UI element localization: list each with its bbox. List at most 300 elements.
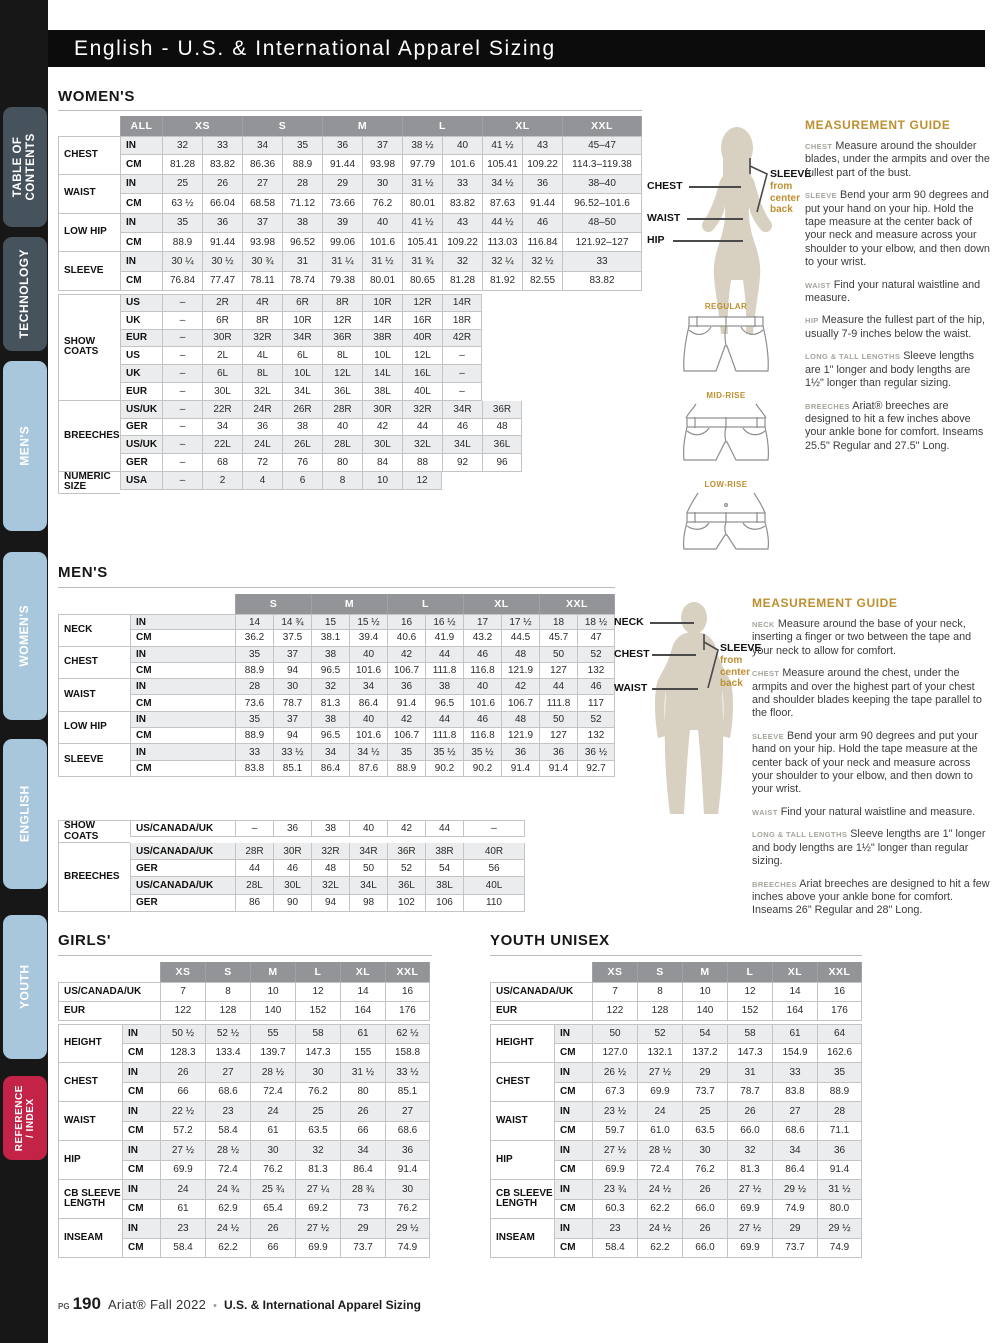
guide-item-waist bbox=[805, 279, 991, 306]
value-cell: 81.3 bbox=[311, 695, 349, 711]
value-cell: 30 ¼ bbox=[162, 252, 202, 271]
value-cell: 58.4 bbox=[205, 1122, 250, 1142]
hip-pointer-line bbox=[673, 240, 743, 242]
womens-measurement-guide bbox=[805, 118, 991, 462]
group-rows bbox=[554, 1024, 862, 1063]
unit-cell: CM bbox=[122, 1161, 160, 1181]
unit-cell: CM bbox=[130, 728, 235, 744]
value-cell: 88.9 bbox=[387, 761, 425, 777]
row-label: CHEST bbox=[490, 1063, 554, 1102]
value-cell: 152 bbox=[727, 1002, 772, 1022]
table-row bbox=[120, 233, 642, 252]
table-header-row bbox=[58, 116, 642, 136]
value-cell: 76.2 bbox=[250, 1161, 295, 1181]
value-cell: 14L bbox=[362, 365, 402, 383]
column-header: M bbox=[322, 116, 402, 136]
value-cell: 27 ½ bbox=[637, 1063, 682, 1083]
value-cell: 23 bbox=[205, 1102, 250, 1122]
column-header: XS bbox=[160, 962, 205, 982]
unit-cell: IN bbox=[130, 614, 235, 630]
table-header-row bbox=[58, 594, 615, 614]
value-cell: 52 bbox=[577, 712, 615, 728]
group-rows bbox=[120, 175, 642, 214]
value-cell: 83.82 bbox=[562, 272, 642, 291]
value-cell: 8 bbox=[637, 982, 682, 1002]
value-cell: 67.3 bbox=[592, 1083, 637, 1103]
group-rows bbox=[122, 1102, 430, 1141]
value-cell: 24 bbox=[250, 1102, 295, 1122]
value-cell: 36 ½ bbox=[577, 744, 615, 760]
value-cell: 116.84 bbox=[522, 233, 562, 252]
value-cell: 40 bbox=[362, 214, 402, 233]
table-row bbox=[120, 419, 522, 437]
value-cell: 155 bbox=[340, 1044, 385, 1064]
header-spacer bbox=[58, 962, 160, 982]
value-cell: 2 bbox=[202, 472, 242, 490]
value-cell: 22R bbox=[202, 401, 242, 419]
value-cell: 40L bbox=[402, 383, 442, 401]
table-row-group bbox=[58, 1219, 430, 1258]
value-cell: 37 bbox=[273, 647, 311, 663]
group-rows bbox=[160, 982, 430, 1002]
value-cell: 81.3 bbox=[727, 1161, 772, 1181]
mens-coats-breeches-table bbox=[58, 820, 525, 912]
value-cell: 18R bbox=[442, 312, 482, 330]
value-cell: – bbox=[162, 436, 202, 454]
value-cell: 10R bbox=[282, 312, 322, 330]
value-cell: 121.9 bbox=[501, 728, 539, 744]
table-row bbox=[130, 744, 615, 760]
value-cell: 30 ¾ bbox=[242, 252, 282, 271]
table-row bbox=[120, 365, 482, 383]
value-cell: 40 bbox=[349, 647, 387, 663]
column-header: S bbox=[637, 962, 682, 982]
value-cell: 44 ½ bbox=[482, 214, 522, 233]
table-row bbox=[122, 1122, 430, 1142]
value-cell: 91.4 bbox=[501, 761, 539, 777]
value-cell: 90.2 bbox=[463, 761, 501, 777]
value-cell: 12 bbox=[727, 982, 772, 1002]
value-cell: 42 bbox=[387, 712, 425, 728]
value-cell: 30R bbox=[202, 330, 242, 348]
value-cell: 36L bbox=[482, 436, 522, 454]
sidebar-tab-english[interactable] bbox=[3, 739, 47, 889]
value-cell: 35 bbox=[235, 712, 273, 728]
unit-cell: CM bbox=[122, 1044, 160, 1064]
unit-cell: CM bbox=[554, 1161, 592, 1181]
value-cell: 84 bbox=[362, 454, 402, 472]
value-cell: 66 bbox=[340, 1122, 385, 1142]
rise-label: REGULAR bbox=[704, 302, 748, 311]
value-cell: 4L bbox=[242, 347, 282, 365]
value-cell: 128.3 bbox=[160, 1044, 205, 1064]
value-cell: 80.65 bbox=[402, 272, 442, 291]
sidebar-tab-youth[interactable] bbox=[3, 915, 47, 1059]
sidebar-tab-mens[interactable] bbox=[3, 361, 47, 531]
value-cell: 86.4 bbox=[349, 695, 387, 711]
value-cell: 54 bbox=[682, 1024, 727, 1044]
value-cell: – bbox=[162, 419, 202, 437]
value-cell: 80 bbox=[340, 1083, 385, 1103]
value-cell: 55 bbox=[250, 1024, 295, 1044]
value-cell: 38R bbox=[362, 330, 402, 348]
value-cell: 80 bbox=[322, 454, 362, 472]
value-cell: 52 bbox=[577, 647, 615, 663]
value-cell: 31 bbox=[727, 1063, 772, 1083]
value-cell: 85.1 bbox=[273, 761, 311, 777]
sidebar-tab-technology[interactable] bbox=[3, 237, 47, 351]
value-cell: 14 bbox=[340, 982, 385, 1002]
value-cell: 152 bbox=[295, 1002, 340, 1022]
table-row-group bbox=[58, 744, 615, 777]
value-cell: 40 bbox=[442, 136, 482, 155]
value-cell: 40L bbox=[463, 877, 525, 894]
value-cell: 101.6 bbox=[442, 155, 482, 174]
unit-cell: CM bbox=[122, 1239, 160, 1259]
group-rows bbox=[120, 472, 442, 494]
value-cell: 26 bbox=[202, 175, 242, 194]
value-cell: 90 bbox=[273, 895, 311, 912]
value-cell: 26R bbox=[282, 401, 322, 419]
unit-cell: CM bbox=[122, 1083, 160, 1103]
value-cell: 32 bbox=[311, 679, 349, 695]
value-cell: 6R bbox=[282, 294, 322, 312]
value-cell: 37 bbox=[362, 136, 402, 155]
youth-section-title: YOUTH UNISEX bbox=[490, 932, 610, 949]
group-rows bbox=[120, 252, 642, 291]
value-cell: 24 bbox=[160, 1180, 205, 1200]
sleeve-figure-label: SLEEVE bbox=[720, 642, 762, 654]
row-label: WAIST bbox=[490, 1102, 554, 1141]
value-cell: 29 bbox=[340, 1219, 385, 1239]
row-label: US/CANADA/UK bbox=[58, 982, 160, 1002]
unit-cell: IN bbox=[130, 679, 235, 695]
table-row-group bbox=[490, 1102, 862, 1141]
table-row bbox=[130, 895, 525, 912]
group-rows bbox=[130, 679, 615, 712]
value-cell: 2L bbox=[202, 347, 242, 365]
unit-cell: US/UK bbox=[120, 436, 162, 454]
value-cell: 85.1 bbox=[385, 1083, 430, 1103]
value-cell: 8L bbox=[322, 347, 362, 365]
table-row-group bbox=[490, 1180, 862, 1219]
value-cell: 69.9 bbox=[592, 1161, 637, 1181]
tab-label: MEN'S bbox=[17, 425, 32, 467]
table-row-group bbox=[58, 843, 525, 912]
guide-item-long-tall bbox=[752, 828, 992, 868]
value-cell: 14 bbox=[235, 614, 273, 630]
value-cell: 46 bbox=[463, 647, 501, 663]
value-cell: 32L bbox=[402, 436, 442, 454]
row-label: BREECHES bbox=[58, 843, 130, 912]
low-rise-jeans-icon bbox=[678, 491, 774, 553]
value-cell: 37 bbox=[242, 214, 282, 233]
group-rows bbox=[592, 1002, 862, 1022]
unit-cell: IN bbox=[122, 1063, 160, 1083]
value-cell: 36.2 bbox=[235, 630, 273, 646]
value-cell: 61 bbox=[772, 1024, 817, 1044]
table-row bbox=[120, 294, 482, 312]
value-cell: 30 ½ bbox=[202, 252, 242, 271]
table-block bbox=[58, 136, 642, 291]
value-cell: 81.28 bbox=[162, 155, 202, 174]
value-cell: 91.4 bbox=[539, 761, 577, 777]
column-header: S bbox=[235, 594, 311, 614]
value-cell: 102 bbox=[387, 895, 425, 912]
table-row bbox=[554, 1141, 862, 1161]
table-row bbox=[130, 679, 615, 695]
value-cell: 121.92–127 bbox=[562, 233, 642, 252]
value-cell: 30L bbox=[362, 436, 402, 454]
table-block bbox=[58, 820, 525, 912]
value-cell: 80.01 bbox=[362, 272, 402, 291]
value-cell: 88.9 bbox=[235, 663, 273, 679]
guide-item-label: LONG & TALL LENGTHS bbox=[752, 830, 848, 840]
row-label: SLEEVE bbox=[58, 744, 130, 777]
value-cell: 24 ½ bbox=[637, 1180, 682, 1200]
value-cell: 12R bbox=[322, 312, 362, 330]
sidebar-tab-womens[interactable] bbox=[3, 552, 47, 720]
value-cell: 74.9 bbox=[772, 1200, 817, 1220]
value-cell: 164 bbox=[340, 1002, 385, 1022]
value-cell: 28L bbox=[322, 436, 362, 454]
table-block bbox=[58, 294, 522, 494]
value-cell: 45.7 bbox=[539, 630, 577, 646]
table-row bbox=[130, 647, 615, 663]
value-cell: 147.3 bbox=[295, 1044, 340, 1064]
value-cell: 39 bbox=[322, 214, 362, 233]
value-cell: 34 ½ bbox=[482, 175, 522, 194]
group-rows bbox=[130, 614, 615, 647]
sidebar-tab-table-of-contents[interactable] bbox=[3, 107, 47, 227]
unit-cell: US bbox=[120, 347, 162, 365]
value-cell: 48 bbox=[501, 712, 539, 728]
row-label: WAIST bbox=[58, 679, 130, 712]
guide-item-text: Sleeve lengths are 1" longer and body lengths are 1½" longer than regular sizing. bbox=[805, 350, 975, 390]
group-rows bbox=[120, 214, 642, 253]
value-cell: 111.8 bbox=[425, 663, 463, 679]
table-row-group bbox=[58, 1180, 430, 1219]
table-row-group bbox=[58, 294, 522, 401]
value-cell: 36 bbox=[322, 136, 362, 155]
unit-cell: GER bbox=[120, 454, 162, 472]
value-cell: 132 bbox=[577, 663, 615, 679]
column-header: L bbox=[727, 962, 772, 982]
row-label: HIP bbox=[58, 1141, 122, 1180]
value-cell: 44 bbox=[425, 647, 463, 663]
value-cell: 31 bbox=[282, 252, 322, 271]
column-header: ALL bbox=[120, 116, 162, 136]
value-cell: 31 ½ bbox=[817, 1180, 862, 1200]
unit-cell: IN bbox=[122, 1180, 160, 1200]
unit-cell: CM bbox=[554, 1239, 592, 1259]
value-cell: 35 bbox=[282, 136, 322, 155]
unit-cell: CM bbox=[554, 1122, 592, 1142]
hip-figure-label: HIP bbox=[647, 234, 665, 246]
value-cell: 37 bbox=[273, 712, 311, 728]
value-cell: 61 bbox=[160, 1200, 205, 1220]
value-cell: 109.22 bbox=[442, 233, 482, 252]
value-cell: 77.47 bbox=[202, 272, 242, 291]
value-cell: 32 bbox=[727, 1141, 772, 1161]
table-row bbox=[554, 1219, 862, 1239]
mens-size-table bbox=[58, 594, 615, 777]
group-rows bbox=[554, 1219, 862, 1258]
value-cell: 35 bbox=[235, 647, 273, 663]
guide-item-sleeve bbox=[805, 189, 991, 269]
value-cell: 50 bbox=[349, 860, 387, 877]
youth-size-table bbox=[490, 962, 862, 1258]
table-row-group bbox=[58, 712, 615, 745]
value-cell: 69.9 bbox=[637, 1083, 682, 1103]
value-cell: 27 ¼ bbox=[295, 1180, 340, 1200]
value-cell: 6L bbox=[202, 365, 242, 383]
row-label: SLEEVE bbox=[58, 252, 120, 291]
value-cell: 33 ½ bbox=[273, 744, 311, 760]
value-cell: 61.0 bbox=[637, 1122, 682, 1142]
guide-item-label: BREECHES bbox=[805, 401, 850, 411]
neck-figure-label: NECK bbox=[614, 616, 644, 628]
row-label: CB SLEEVE LENGTH bbox=[58, 1180, 122, 1219]
value-cell: 113.03 bbox=[482, 233, 522, 252]
value-cell: 31 ½ bbox=[340, 1063, 385, 1083]
row-label: LOW HIP bbox=[58, 214, 120, 253]
value-cell: 78.7 bbox=[273, 695, 311, 711]
table-row bbox=[592, 1002, 862, 1022]
group-rows bbox=[120, 401, 522, 472]
value-cell: 111.8 bbox=[539, 695, 577, 711]
value-cell: 86.4 bbox=[340, 1161, 385, 1181]
unit-cell: UK bbox=[120, 365, 162, 383]
value-cell: 29 bbox=[682, 1063, 727, 1083]
table-row bbox=[160, 982, 430, 1002]
value-cell: 29 ½ bbox=[385, 1219, 430, 1239]
value-cell: 34L bbox=[282, 383, 322, 401]
value-cell: 52 bbox=[637, 1024, 682, 1044]
value-cell: 40 bbox=[349, 712, 387, 728]
value-cell: 91.4 bbox=[385, 1161, 430, 1181]
guide-item-text: Find your natural waistline and measure. bbox=[805, 278, 981, 305]
value-cell: 128 bbox=[637, 1002, 682, 1022]
value-cell: 105.41 bbox=[402, 233, 442, 252]
value-cell: 122 bbox=[160, 1002, 205, 1022]
value-cell: 44 bbox=[402, 419, 442, 437]
value-cell: 54 bbox=[425, 860, 463, 877]
mens-measurement-guide bbox=[752, 596, 992, 927]
table-row bbox=[554, 1239, 862, 1259]
table-row-group bbox=[490, 1219, 862, 1258]
value-cell: 26 bbox=[340, 1102, 385, 1122]
value-cell: 38 ½ bbox=[402, 136, 442, 155]
unit-cell: IN bbox=[120, 175, 162, 194]
table-row bbox=[120, 472, 442, 490]
value-cell: 88.9 bbox=[282, 155, 322, 174]
value-cell: 28 ¾ bbox=[340, 1180, 385, 1200]
value-cell: 40 bbox=[463, 679, 501, 695]
table-row bbox=[122, 1063, 430, 1083]
table-row bbox=[122, 1161, 430, 1181]
value-cell: 88.9 bbox=[235, 728, 273, 744]
value-cell: 52 bbox=[387, 860, 425, 877]
value-cell: 71.12 bbox=[282, 194, 322, 213]
value-cell: 38 bbox=[282, 419, 322, 437]
group-rows bbox=[130, 843, 525, 912]
sidebar-tab-reference-index[interactable] bbox=[3, 1076, 47, 1160]
table-row-group bbox=[58, 175, 642, 214]
value-cell: 16 ½ bbox=[425, 614, 463, 630]
value-cell: 48 bbox=[482, 419, 522, 437]
value-cell: 147.3 bbox=[727, 1044, 772, 1064]
value-cell: 45–47 bbox=[562, 136, 642, 155]
value-cell: 39.4 bbox=[349, 630, 387, 646]
value-cell: 74.9 bbox=[817, 1239, 862, 1259]
value-cell: 43 bbox=[442, 214, 482, 233]
value-cell: 28R bbox=[235, 843, 273, 860]
column-header: XXL bbox=[539, 594, 615, 614]
value-cell: 27 ½ bbox=[727, 1219, 772, 1239]
value-cell: 18 bbox=[539, 614, 577, 630]
guide-item-text: Measure around the shoulder blades, under the armpits and over the fullest part of the bust. bbox=[805, 140, 990, 179]
guide-title: MEASUREMENT GUIDE bbox=[805, 118, 951, 132]
guide-item-waist bbox=[752, 806, 992, 819]
row-label: NECK bbox=[58, 614, 130, 647]
row-label: EUR bbox=[490, 1002, 592, 1022]
waist-figure-label: WAIST bbox=[614, 682, 648, 694]
value-cell: 74.9 bbox=[385, 1239, 430, 1259]
value-cell: 61 bbox=[340, 1024, 385, 1044]
rise-item-low bbox=[678, 480, 774, 558]
value-cell: 164 bbox=[772, 1002, 817, 1022]
value-cell: 38–40 bbox=[562, 175, 642, 194]
rise-label: MID-RISE bbox=[706, 391, 746, 400]
value-cell: 94 bbox=[311, 895, 349, 912]
chest-pointer-line bbox=[689, 186, 741, 188]
value-cell: 78.7 bbox=[727, 1083, 772, 1103]
value-cell: 40R bbox=[463, 843, 525, 860]
group-rows bbox=[592, 982, 862, 1002]
value-cell: 96 bbox=[482, 454, 522, 472]
sleeve-figure-label: SLEEVE bbox=[770, 168, 812, 180]
value-cell: 24 ¾ bbox=[205, 1180, 250, 1200]
footer-pg-label: PG bbox=[58, 1302, 70, 1311]
value-cell: 42R bbox=[442, 330, 482, 348]
column-header: L bbox=[295, 962, 340, 982]
guide-item-breeches bbox=[752, 878, 992, 918]
guide-item-long-tall bbox=[805, 350, 991, 390]
value-cell: 24 ½ bbox=[205, 1219, 250, 1239]
column-header: L bbox=[402, 116, 482, 136]
guide-item-label: SLEEVE bbox=[752, 731, 784, 741]
table-row bbox=[120, 136, 642, 155]
value-cell: 78.11 bbox=[242, 272, 282, 291]
value-cell: 14R bbox=[362, 312, 402, 330]
value-cell: 101.6 bbox=[362, 233, 402, 252]
value-cell: 109.22 bbox=[522, 155, 562, 174]
value-cell: 32R bbox=[311, 843, 349, 860]
male-silhouette bbox=[612, 598, 762, 833]
column-header: XL bbox=[463, 594, 539, 614]
row-label: NUMERIC SIZE bbox=[58, 472, 120, 494]
waist-figure-label: WAIST bbox=[647, 212, 681, 224]
unit-cell: US/CANADA/UK bbox=[130, 877, 235, 894]
unit-cell: IN bbox=[122, 1102, 160, 1122]
value-cell: 114.3–119.38 bbox=[562, 155, 642, 174]
table-row bbox=[122, 1024, 430, 1044]
value-cell: 26 bbox=[682, 1180, 727, 1200]
table-row-group bbox=[490, 1063, 862, 1102]
unit-cell: IN bbox=[120, 252, 162, 271]
value-cell: 34L bbox=[442, 436, 482, 454]
